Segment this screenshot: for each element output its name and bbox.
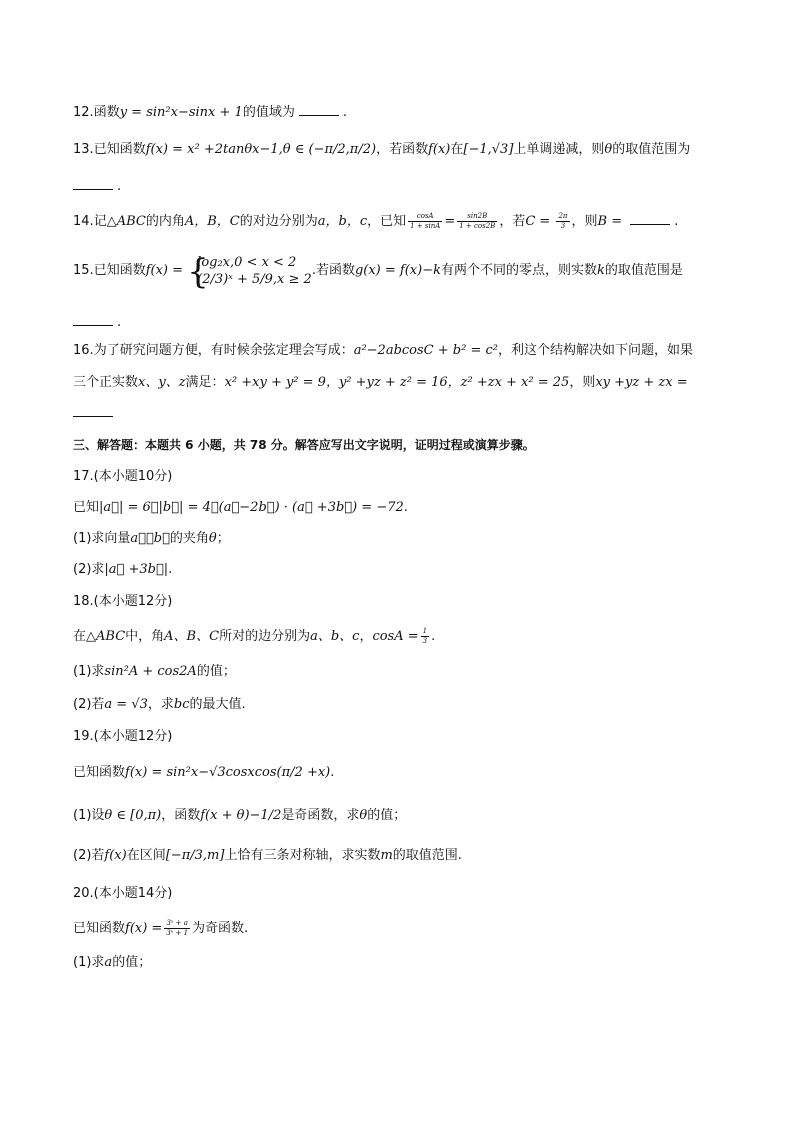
- denominator: 1 + cos2B: [459, 222, 496, 230]
- question-17-part-2: [73, 559, 172, 581]
- text: 有两个不同的零点，则实数: [440, 263, 597, 278]
- formula: △ABC: [86, 629, 126, 644]
- formula: f(x): [428, 142, 451, 157]
- formula: xy +yz + zx =: [595, 375, 688, 390]
- formula: C =: [525, 214, 555, 229]
- question-19-part-1: [73, 805, 406, 827]
- question-20-head: 20.(本小题14分): [73, 886, 173, 901]
- formula: B =: [597, 214, 627, 229]
- formula: A，B，C: [184, 214, 240, 229]
- question-20-part-1: [73, 952, 151, 974]
- formula: f(x + θ)−1/2: [200, 808, 282, 823]
- text: 的取值范围.: [392, 848, 462, 863]
- question-16: [73, 340, 693, 362]
- fraction: [164, 919, 190, 938]
- brace-icon: {: [187, 251, 209, 292]
- question-14: [73, 211, 678, 233]
- text: 的值；: [367, 808, 407, 823]
- question-13: [73, 139, 690, 161]
- text: 的对边分别为: [239, 214, 318, 229]
- text: ，求: [147, 697, 174, 712]
- formula: g(x) = f(x)−k: [354, 263, 441, 278]
- text: ，利这个结构解决如下问题，如果: [497, 343, 693, 358]
- formula: θ: [604, 142, 613, 157]
- text: 已知: [73, 500, 100, 515]
- question-17-given: [73, 497, 408, 519]
- text: 在: [450, 142, 464, 157]
- question-number: 16.: [73, 343, 94, 358]
- text: ，: [359, 629, 373, 644]
- formula: y = sin²x−sinx + 1: [119, 105, 243, 120]
- fraction: [408, 212, 442, 231]
- numerator: sin2B: [457, 212, 497, 222]
- fraction: [556, 212, 569, 231]
- formula: sin²A + cos2A: [104, 664, 197, 679]
- text: .: [168, 562, 173, 577]
- text: 在区间: [126, 848, 166, 863]
- formula: |a⃗| = 6，|b⃗| = 4，(a⃗−2b⃗) · (a⃗ +3b⃗) = −72: [99, 500, 404, 515]
- question-15: [73, 252, 683, 290]
- formula: k: [596, 263, 605, 278]
- answer-blank[interactable]: [73, 312, 113, 326]
- question-18-part-1: [73, 661, 236, 683]
- text: .: [431, 629, 436, 644]
- formula: a²−2abcosC + b² = c²: [353, 343, 498, 358]
- text: 的夹角: [169, 531, 209, 546]
- section-heading: 三、解答题：本题共 6 小题，共 78 分。解答应写出文字说明，证明过程或演算步骤。: [73, 438, 535, 452]
- fraction: [421, 627, 429, 646]
- question-19-head: 19.(本小题12分): [73, 729, 173, 744]
- text: 满足：: [185, 375, 225, 390]
- numerator: cosA: [408, 212, 442, 222]
- question-number: 12.: [73, 105, 94, 120]
- text: (1)求: [73, 955, 105, 970]
- formula: △ABC: [106, 214, 146, 229]
- fraction: [457, 212, 497, 231]
- formula: θ ∈ [0,π): [104, 808, 162, 823]
- formula: m: [380, 848, 393, 863]
- text: 的内角: [145, 214, 185, 229]
- text: 已知函数: [73, 765, 126, 780]
- text: 三个正实数: [73, 375, 139, 390]
- formula: a: [104, 955, 113, 970]
- text: 上单调递减，则: [513, 142, 605, 157]
- formula: f(x) = sin²x−√3cosxcos(π/2 +x): [125, 765, 331, 780]
- formula: [−π/3,m]: [165, 848, 225, 863]
- text: 函数: [93, 105, 120, 120]
- denominator: 3ˣ + 1: [166, 929, 189, 937]
- question-number: 15.: [73, 263, 94, 278]
- text: .: [674, 214, 679, 229]
- text: 在: [73, 629, 87, 644]
- text: (2)求: [73, 562, 105, 577]
- text: (2)若: [73, 697, 105, 712]
- question-number: 14.: [73, 214, 94, 229]
- question-18-given: [73, 626, 435, 648]
- question-18-head: 18.(本小题12分): [73, 594, 173, 609]
- denominator: 3: [422, 637, 428, 645]
- numerator: 3ˣ + a: [164, 919, 190, 929]
- question-20-given: [73, 918, 248, 940]
- question-19-part-2: [73, 845, 462, 867]
- answer-blank[interactable]: [73, 403, 113, 417]
- numerator: 2π: [558, 212, 568, 220]
- formula: A、B、C: [164, 629, 220, 644]
- question-19-given: [73, 762, 334, 784]
- text: (2)若: [73, 848, 105, 863]
- text: (1)求向量: [73, 531, 131, 546]
- formula: θ: [208, 531, 217, 546]
- text: 的取值范围是: [604, 263, 683, 278]
- text: 已知函数: [93, 263, 146, 278]
- formula: f(x): [104, 848, 127, 863]
- text: 所对的边分别为: [219, 629, 311, 644]
- text: 的值；: [196, 664, 236, 679]
- text: 已知函数: [93, 142, 146, 157]
- answer-blank[interactable]: [630, 211, 670, 225]
- question-16-answer-line: [73, 403, 117, 425]
- formula: a = √3: [104, 697, 148, 712]
- text: 为奇函数.: [192, 921, 249, 936]
- formula: f(x) =: [125, 921, 163, 936]
- formula: x、y、z: [138, 375, 186, 390]
- text: 是奇函数，求: [281, 808, 360, 823]
- formula: f(x) = x² +2tanθx−1,θ ∈ (−π/2,π/2): [145, 142, 377, 157]
- text: .: [342, 105, 347, 120]
- formula: a、b、c: [310, 629, 360, 644]
- text: .: [330, 765, 335, 780]
- answer-blank[interactable]: [299, 102, 339, 116]
- numerator: 1: [422, 627, 428, 635]
- text: (1)求: [73, 664, 105, 679]
- piecewise-case: (2/3)ˣ + 5/9,x ≥ 2: [197, 271, 312, 287]
- text: 记: [93, 214, 107, 229]
- text: 上恰有三条对称轴，求实数: [224, 848, 381, 863]
- piecewise-case: log₂x,0 < x < 2: [197, 254, 297, 270]
- text: 的值域为: [242, 105, 295, 120]
- text: 中，角: [125, 629, 165, 644]
- formula: |a⃗ +3b⃗|: [104, 562, 169, 577]
- text: .: [403, 500, 408, 515]
- text: .若函数: [311, 263, 355, 278]
- text: ，若: [499, 214, 526, 229]
- question-13-answer-line: [73, 176, 121, 198]
- text: .: [117, 179, 122, 194]
- question-number: 13.: [73, 142, 94, 157]
- question-17-part-1: [73, 528, 230, 550]
- formula: a，b，c: [317, 214, 368, 229]
- text: 的值；: [112, 955, 152, 970]
- text: 已知函数: [73, 921, 126, 936]
- formula: x² +xy + y² = 9，y² +yz + z² = 16，z² +zx + x² = 25: [224, 375, 570, 390]
- text: ，则: [569, 375, 596, 390]
- question-12: [73, 102, 347, 124]
- question-18-part-2: [73, 694, 246, 716]
- text: ，已知: [367, 214, 407, 229]
- question-15-answer-line: [73, 312, 121, 334]
- text: ，则: [571, 214, 598, 229]
- formula: =: [444, 214, 456, 229]
- formula: a⃗，b⃗: [130, 531, 170, 546]
- formula: f(x) =: [145, 263, 188, 278]
- piecewise-function: [187, 251, 312, 292]
- answer-blank[interactable]: [73, 176, 113, 190]
- text: ；: [216, 531, 230, 546]
- text: ，若函数: [376, 142, 429, 157]
- text: (1)设: [73, 808, 105, 823]
- question-17-head: 17.(本小题10分): [73, 469, 173, 484]
- text: 为了研究问题方便，有时候余弦定理会写成：: [93, 343, 354, 358]
- text: 的取值范围为: [612, 142, 691, 157]
- formula: cosA =: [372, 629, 419, 644]
- text: .: [117, 315, 122, 330]
- denominator: 1 + sinA: [410, 222, 441, 230]
- denominator: 3: [560, 222, 566, 230]
- formula: [−1,√3]: [463, 142, 514, 157]
- question-16-line-2: [73, 372, 688, 394]
- formula: bc: [173, 697, 190, 712]
- text: 的最大值.: [189, 697, 246, 712]
- formula: θ: [359, 808, 368, 823]
- text: ，函数: [161, 808, 201, 823]
